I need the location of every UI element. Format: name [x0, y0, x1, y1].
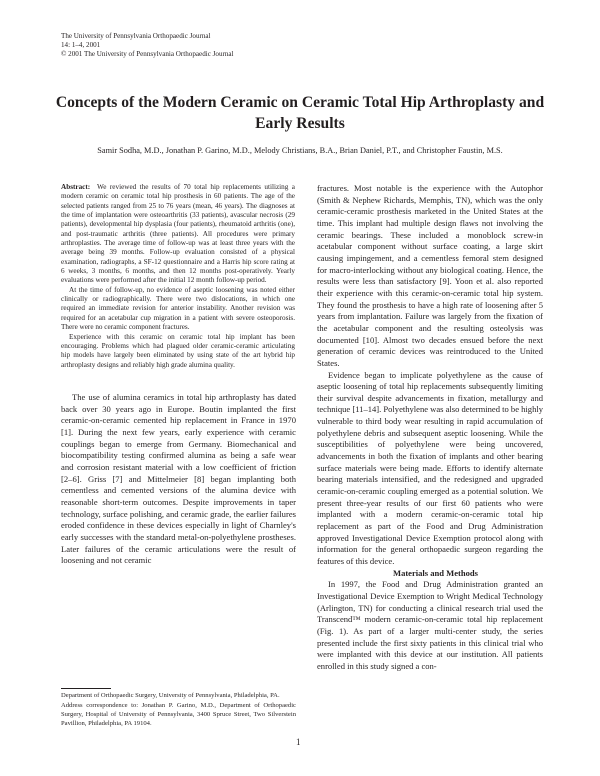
journal-volume: 14: 1–4, 2001 — [61, 41, 101, 50]
journal-copyright: © 2001 The University of Pennsylvania Orthopaedic Journal — [61, 50, 234, 59]
body-paragraph-evidence: Evidence began to implicate polyethylene as the cause of aseptic loosening of total hip replacements subsequently limiting their survival despite advancements in fixation, metallurgy and technique [11–14]. Polyethylene was also determined to be highly vulnerable to third body wear resulting in rapid accumulation of polyethylene debris and subsequent aseptic loosening. While the susceptibilities of polyethylene were being uncovered, advancements in both the fixation of implants and other bearing surface materials were being made. Efforts to identify alternate bearing materials intensified, and the redesigned and upgraded ceramic-on-ceramic coupling emerged as a potential solution. We present three-year results of our first 60 patients who were implanted with a modern ceramic-on-ceramic total hip replacement as part of the Food and Drug Administration approved Investigational Device Exemption protocol along with information for the general orthopaedic surgeon regarding the features of this device. — [317, 369, 543, 566]
section-heading-materials-methods: Materials and Methods — [393, 567, 478, 578]
body-paragraph-continued: fractures. Most notable is the experience with the Autophor (Smith & Nephew Richards, Memphis, TN), which was the only ceramic-ceramic prosthesis marketed in the United States at the time. This implant had multiple design flaws not involving the ceramic bearings. These included a monoblock screw-in acetabular component without surface coating, a large skirt causing impingement, and a cementless femoral stem designed for macro-interlocking without any biological coating. Hence, the results were less than satisfactory [9]. Yoon et al. also reported their experience with this ceramic-on-ceramic total hip system. They found the prosthesis to have a high rate of loosening after 5 years from implantation. Failure was largely from the fixation of the acetabular component and the resulting osteolysis was documented [10]. Almost two decades ensued before the next generation of ceramic devices was reintroduced to the United States. — [317, 183, 543, 368]
introduction-column — [61, 392, 296, 567]
journal-name: The University of Pennsylvania Orthopaedic Journal — [61, 32, 211, 40]
body-paragraph-methods: In 1997, the Food and Drug Administration granted an Investigational Device Exemption to Wright Medical Technology (Arlington, TN) for conducting a clinical research trial used the Transcend™ modern ceramic-on-ceramic total hip replacement (Fig. 1). As part of a larger multi-center study, the series presented include the first sixty patients in this clinical trial who were implanted with this device at our institution. All patients enrolled in this study signed a con- — [317, 579, 543, 671]
abstract-label: Abstract: — [61, 183, 91, 191]
abstract-paragraph-3: Experience with this ceramic on ceramic total hip implant has been encouraging. Problems which had plagued older ceramic-ceramic articulating hip models have largely been eliminated by using state of the art hybrid hip arthroplasty designs and reliably high grade alumina quality. — [61, 332, 295, 369]
abstract-paragraph-1 — [61, 183, 295, 286]
abstract-paragraph-2: At the time of follow-up, no evidence of aseptic loosening was noted either clinically or radiographically. There were two dislocations, in which one required an immediate revision for anterior instability. Another revision was required for an acetabular cup migration in a patient with severe osteoporosis. There were no ceramic component fractures. — [61, 285, 295, 332]
author-list: Samir Sodha, M.D., Jonathan P. Garino, M.D., Melody Christians, B.A., Brian Daniel, P.T., and Christopher Faustin, M.S. — [97, 146, 503, 155]
footnote-address: Address correspondence to: Jonathan P. Garino, M.D., Department of Orthopaedic Surgery, Hospital of University of Pennsylvania, 3400 Spruce Street, Two Silverstein Pavillion, Philadelphia, PA 19104. — [61, 701, 296, 727]
introduction-paragraph-1: The use of alumina ceramics in total hip arthroplasty has dated back over 30 years ago in Europe. Boutin implanted the first ceramic-on-ceramic cemented hip replacement in France in 1970 [1]. During the next few years, early experience with ceramic couplings began to emerge from Germany. Biomechanical and biocompatibility testing confirmed alumina as being a safe wear and corrosion resistant material with a low coefficient of friction [2–6]. Griss [7] and Mittelmeier [8] began implanting both cementless and cemented versions of the alumina device with reasonable short-term outcomes. Despite improvements in taper technology, surface polishing, and ceramic grade, the earlier failures eroded confidence in these devices especially in light of Charnley's early successes with the standard metal-on-polyethylene prostheses. Later failures of the ceramic articulations were the result of loosening and not ceramic — [61, 392, 296, 566]
abstract-text-1: We reviewed the results of 70 total hip replacements utilizing a modern ceramic on ceramic total hip prosthesis in 60 patients. The age of the selected patients ranged from 25 to 76 years (mean, 46 years). The diagnoses at the time of implantation were osteoarthritis (33 patients), avascular necrosis (29 patients), developmental hip dysplasia (four patients), rheumatoid arthritis (one), and post-traumatic arthritis (three patients). All procedures were primary arthroplasties. The average time of follow-up was at least three years with the average being 39 months. Follow-up evaluation consisted of a physical examination, radiographs, a SF-12 questionnaire and a Harris hip score rating at 6 weeks, 3 months, 6 months, and then 12 months post-operatively. Yearly evaluations were performed after the initial 12 month follow-up period. — [61, 183, 296, 285]
journal-header — [61, 32, 234, 60]
article-title: Concepts of the Modern Ceramic on Ceramic Total Hip Arthroplasty and Early Results — [55, 94, 545, 132]
abstract — [61, 183, 295, 370]
right-column — [317, 183, 543, 673]
page-number: 1 — [296, 737, 301, 747]
footnote — [61, 692, 296, 729]
footnote-department: Department of Orthopaedic Surgery, University of Pennsylvania, Philadelphia, PA. — [61, 692, 280, 699]
footnote-divider — [61, 688, 111, 689]
